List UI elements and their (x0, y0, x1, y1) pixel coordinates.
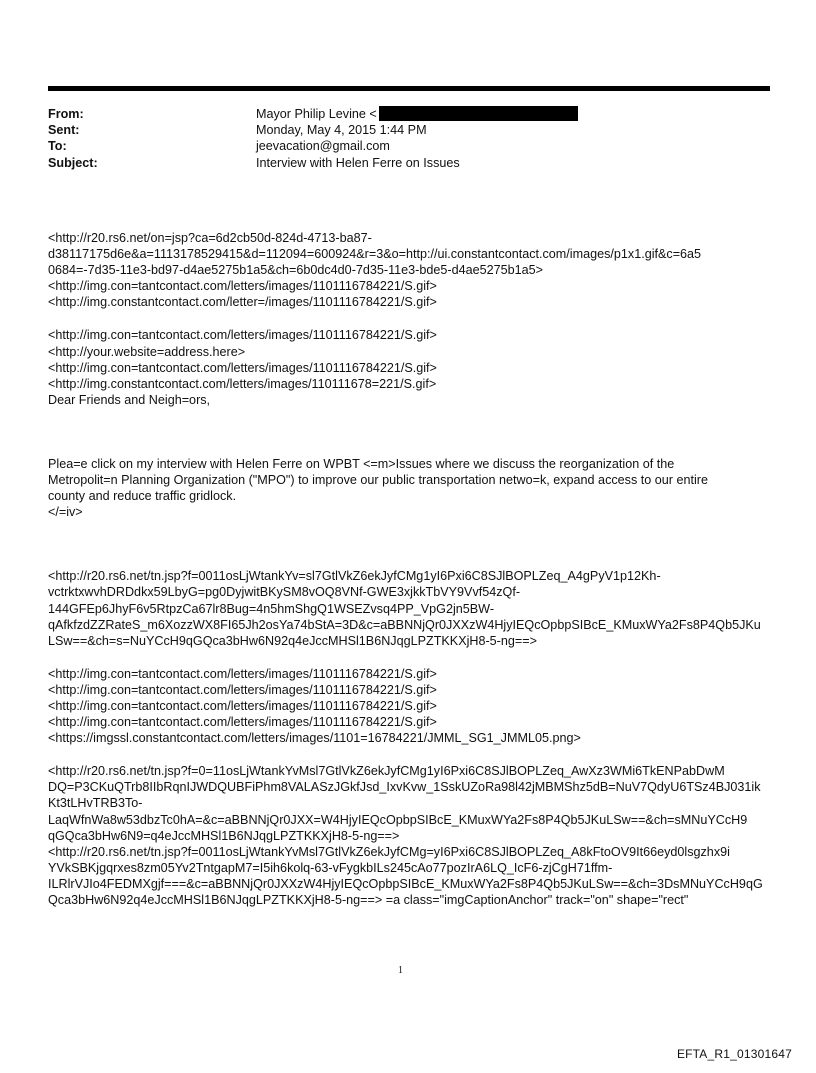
body-line: LSw==&ch=s=NuYCcH9qGQca3bHw6N92q4eJccMHSl1B6NJqgLPZTKKXjH8-5-ng==> (48, 633, 537, 648)
body-line: 144GFEp6JhyF6v5RtpzCa67lr8Bug=4n5hmShgQ1WSEZvsq4PP_VpG2jn5BW- (48, 601, 495, 616)
body-line: Plea=e click on my interview with Helen Ferre on WPBT <=m>Issues where we discuss the reorganization of the (48, 456, 675, 471)
body-line: Metropolit=n Planning Organization ("MPO") to improve our public transportation netwo=k, expand access to our entire (48, 473, 708, 488)
body-line: vctrktxwvhDRDdkx59LbyG=pg0DyjwitBKySM8vOQ8VNf-GWE3xjkkTbVY9Vvf54zQf- (48, 585, 521, 600)
subject-row (48, 155, 768, 171)
from-label: From: (48, 107, 84, 121)
body-line: ILRlrVJIo4FEDMXgjf===&c=aBBNNjQr0JXXzW4HjyIEQcOpbpSIBcE_KMuxWYa2Fs8P4Qb5JKuLSw==&ch=3DsMNuYCcH9qG (48, 876, 763, 891)
body-line: </=iv> (48, 505, 83, 520)
email-body (48, 230, 770, 908)
body-line: 0684=-7d35-11e3-bd97-d4ae5275b1a5&ch=6b0dc4d0-7d35-11e3-bde5-d4ae5275b1a5> (48, 263, 543, 278)
subject-value: Interview with Helen Ferre on Issues (256, 155, 460, 170)
from-row (48, 106, 768, 122)
message-paragraph (48, 456, 770, 520)
body-line: <http://img.con=tantcontact.com/letters/images/1101116784221/S.gif> (48, 682, 437, 697)
body-line: <http://r20.rs6.net/tn.jsp?f=0=11osLjWtankYvMsl7GtlVkZ6ekJyfCMg1yI6Pxi6C8SJlBOPLZeq_AwXz3WMi6TkENPabDwM (48, 764, 725, 779)
body-line: Qca3bHw6N92q4eJccMHSl1B6NJqgLPZTKKXjH8-5-ng==> =a class="imgCaptionAnchor" track="on" shape="rect" (48, 893, 689, 907)
to-row (48, 138, 768, 154)
body-line: <http://your.website=address.here> (48, 344, 246, 359)
body-line: <http://r20.rs6.net/tn.jsp?f=0011osLjWtankYv=sl7GtlVkZ6ekJyfCMg1yI6Pxi6C8SJlBOPLZeq_A4gPyV1p12Kh- (48, 569, 661, 584)
body-line: DQ=P3CKuQTrb8IIbRqnIJWDQUBFiPhm8VALASzJGkfJsd_IxvKvw_1SskUZoRa98l42jMBMShz5dB=NuV7QdyU6TSz4BJ031ik (48, 780, 761, 795)
email-header (48, 106, 768, 171)
bates-number: EFTA_R1_01301647 (676, 1047, 792, 1061)
body-line: <http://img.con=tantcontact.com/letters/images/1101116784221/S.gif> (48, 715, 437, 730)
image-links-block (48, 327, 770, 407)
header-rule (48, 86, 770, 91)
body-line: <http://r20.rs6.net/tn.jsp?f=0011osLjWtankYvMsl7GtlVkZ6ekJyfCMg=yI6Pxi6C8SJlBOPLZeq_A8kFtoOV9It66eyd0lsgzhx9i (48, 844, 730, 859)
tracking-links-block (48, 230, 770, 310)
sent-row (48, 122, 768, 138)
interview-link-block (48, 568, 770, 648)
from-value (256, 106, 768, 122)
from-name: Mayor Philip Levine < (256, 107, 377, 121)
body-line: <http://img.con=tantcontact.com/letters/images/1101116784221/S.gif> (48, 328, 437, 343)
body-line: county and reduce traffic gridlock. (48, 489, 237, 504)
body-line: <http://img.con=tantcontact.com/letters/images/1101116784221/S.gif> (48, 279, 437, 294)
body-line: Kt3tLHvTRB3To- (48, 796, 143, 811)
to-label: To: (48, 139, 67, 154)
sent-label: Sent: (48, 123, 80, 138)
greeting: Dear Friends and Neigh=ors, (48, 392, 211, 407)
body-line: <http://img.constantcontact.com/letters/images/110111678=221/S.gif> (48, 376, 437, 391)
body-line: d38117175d6e&a=1113178529415&d=112094=600924&r=3&o=http://ui.constantcontact.com/images/p1x1.gif&c=6a5 (48, 247, 702, 262)
body-line: <http://img.constantcontact.com/letter=/images/1101116784221/S.gif> (48, 295, 437, 310)
body-line: <http://img.con=tantcontact.com/letters/images/1101116784221/S.gif> (48, 360, 437, 375)
page-number: 1 (398, 965, 403, 976)
body-line: <https://imgssl.constantcontact.com/letters/images/1101=16784221/JMML_SG1_JMML05.png> (48, 731, 581, 746)
body-line: <http://img.con=tantcontact.com/letters/images/1101116784221/S.gif> (48, 698, 437, 713)
body-line: qGQca3bHw6N9=q4eJccMHSl1B6NJqgLPZTKKXjH8-5-ng==> (48, 828, 400, 843)
tracking-links-block-2 (48, 763, 770, 908)
body-line: <http://img.con=tantcontact.com/letters/images/1101116784221/S.gif> (48, 666, 437, 681)
image-links-block-2 (48, 666, 770, 746)
subject-label: Subject: (48, 155, 98, 170)
redaction-box (379, 106, 578, 121)
to-value: jeevacation@gmail.com (256, 139, 390, 154)
body-line: qAfkfzdZZRateS_m6XozzWX8FI65Jh2osYa74bStA=3D&c=aBBNNjQr0JXXzW4HjyIEQcOpbpSIBcE_KMuxWYa2Fs8P4Qb5JKu (48, 617, 761, 632)
body-line: YVkSBKjgqrxes8zm05Yv2TntgapM7=I5ih6kolq-63-vFygkbILs245cAo77pozIrA6LQ_IcF6-zjCgH71ffm- (48, 860, 613, 875)
body-line: LaqWfnWa8w53dbzTc0hA=&c=aBBNNjQr0JXX=W4HjyIEQcOpbpSIBcE_KMuxWYa2Fs8P4Qb5JKuLSw==&ch=sMNuYCcH9 (48, 812, 748, 827)
sent-value: Monday, May 4, 2015 1:44 PM (256, 123, 427, 138)
body-line: <http://r20.rs6.net/on=jsp?ca=6d2cb50d-824d-4713-ba87- (48, 231, 372, 245)
